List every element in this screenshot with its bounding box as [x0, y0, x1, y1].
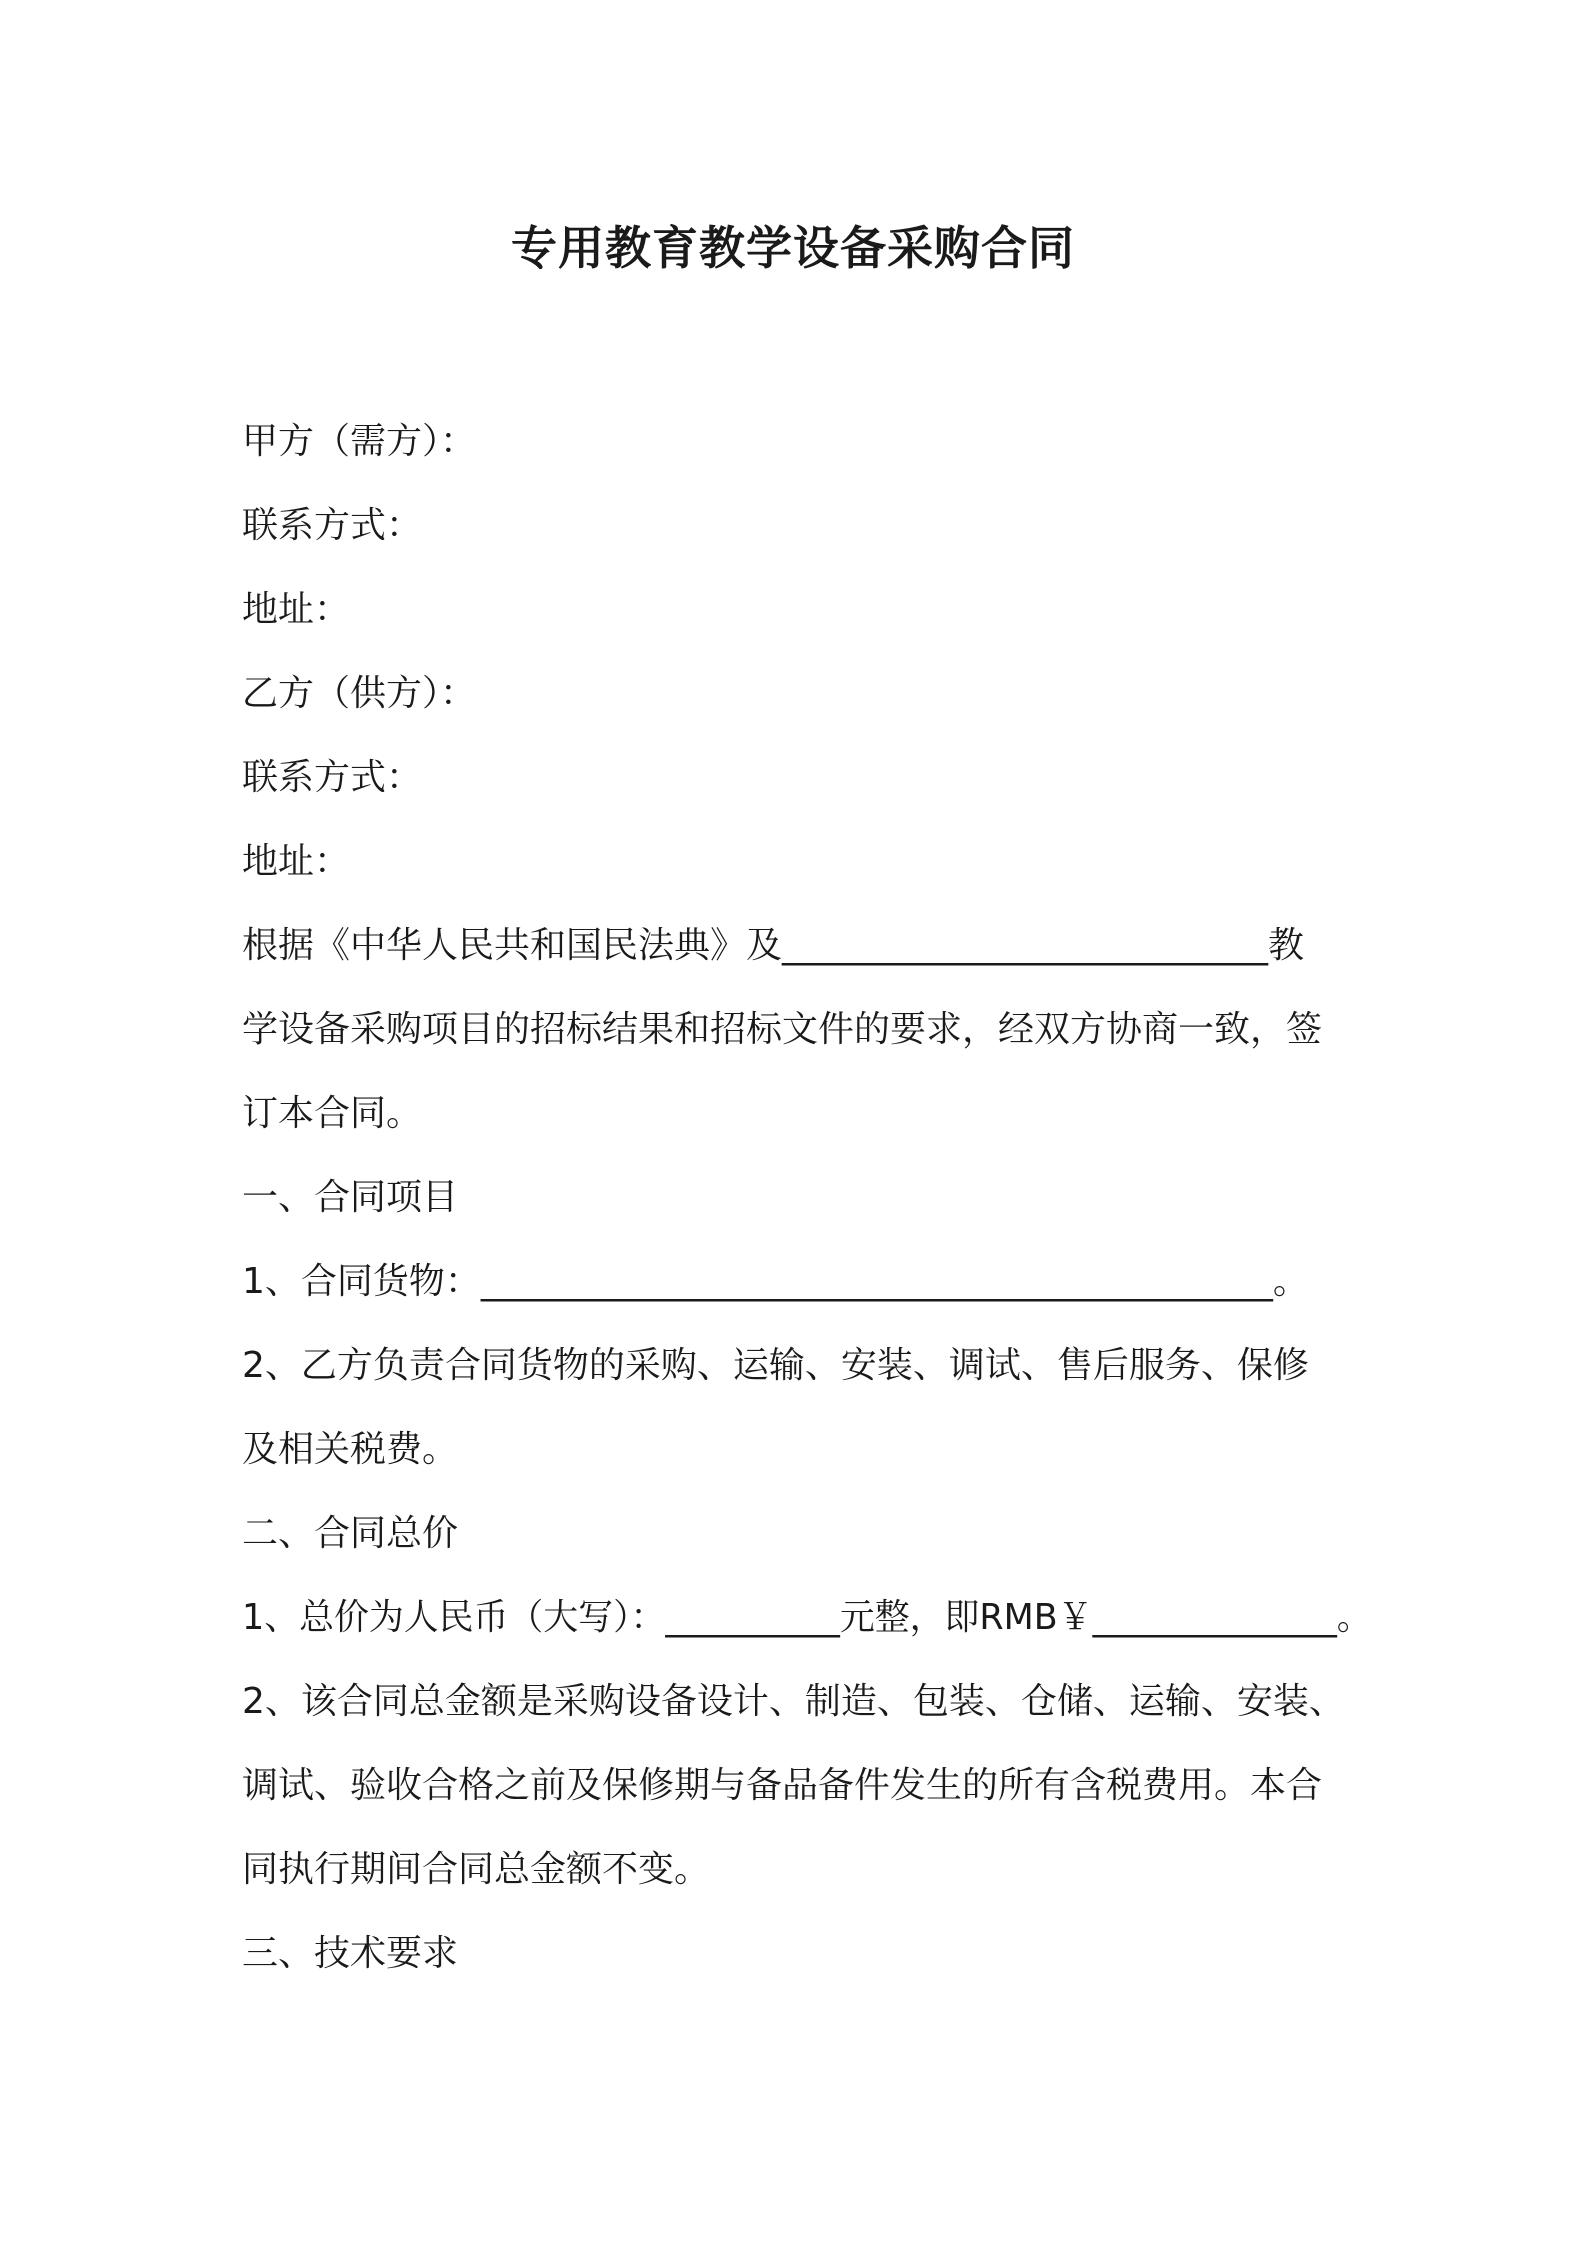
party-b-address-label: 地址：: [242, 841, 351, 882]
clause-2-1: 1、总价为人民币（大写）：__________元整，即RMB￥______________。: [242, 1597, 1372, 1638]
preamble-line-3: 订本合同。: [242, 1093, 423, 1134]
party-b-label: 乙方（供方）：: [242, 673, 477, 714]
clause-1-2-line-1: 2、乙方负责合同货物的采购、运输、安装、调试、售后服务、保修: [242, 1345, 1309, 1386]
section-3-heading: 三、技术要求: [242, 1933, 459, 1974]
party-a-contact-label: 联系方式：: [242, 505, 423, 546]
clause-2-2-line-1: 2、该合同总金额是采购设备设计、制造、包装、仓储、运输、安装、: [242, 1681, 1345, 1722]
party-b-contact-label: 联系方式：: [242, 757, 423, 798]
preamble-line-2: 学设备采购项目的招标结果和招标文件的要求，经双方协商一致，签: [242, 1009, 1323, 1050]
section-1-heading: 一、合同项目: [242, 1177, 459, 1218]
clause-2-2-line-3: 同执行期间合同总金额不变。: [242, 1849, 711, 1890]
clause-1-2-line-2: 及相关税费。: [242, 1429, 459, 1470]
clause-1-1: 1、合同货物：____________________________________________。: [242, 1261, 1309, 1302]
document-body: [242, 400, 1372, 1996]
clause-2-2-line-2: 调试、验收合格之前及保修期与备品备件发生的所有含税费用。本合: [242, 1765, 1323, 1806]
party-a-label: 甲方（需方）：: [242, 421, 477, 462]
preamble-line-1: 根据《中华人民共和国民法典》及___________________________教: [242, 925, 1305, 966]
party-a-address-label: 地址：: [242, 589, 351, 630]
document-title: 专用教育教学设备采购合同: [511, 221, 1075, 275]
section-2-heading: 二、合同总价: [242, 1513, 459, 1554]
